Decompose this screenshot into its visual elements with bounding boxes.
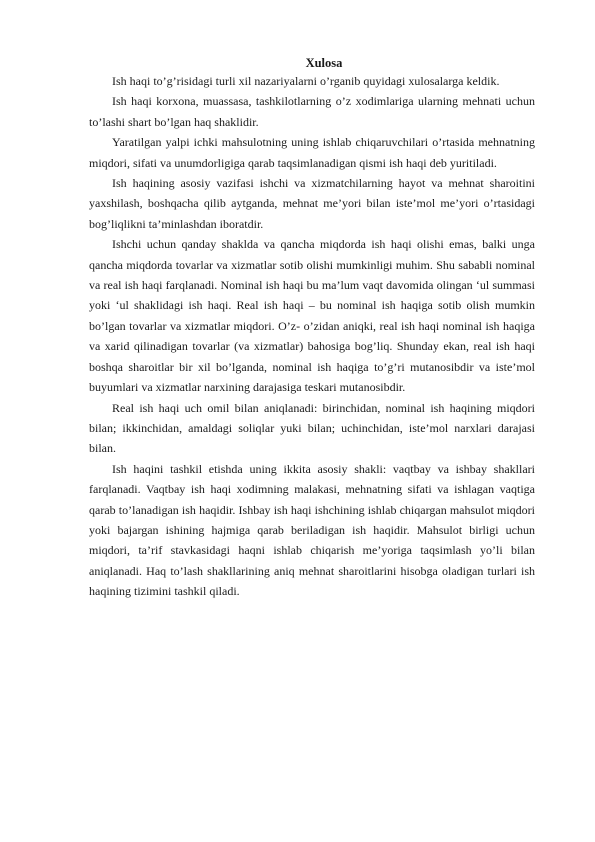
paragraph-definition: Ish haqi korxona, muassasa, tashkilotlarning o’z xodimlariga ularning mehnati uchun to’lashi shart bo’lgan haq shaklidir. <box>89 94 535 129</box>
paragraph-nominal-real: Ishchi uchun qanday shaklda va qancha miqdorda ish haqi olishi emas, balki unga qancha miqdorda tovarlar va xizmatlar sotib olishi mumkinligi muhim. Shu sababli nominal va real ish haqi farqlanadi. Nominal ish haqi bu ma’lum vaqt davomida olingan ‘ul summasi yoki ‘ul shaklidagi ish haqi. Real ish haqi – bu nominal ish haqiga sotib olish mumkin bo’lgan tovarlar va xizmatlar miqdori. O’z- o’zidan aniqki, real ish haqi nominal ish haqiga va xarid qilinadigan tovarlar (va xizmatlar) bahosiga bog’liq. Shunday ekan, real ish haqi boshqa sharoitlar bir xil bo’lganda, nominal ish haqiga to’g’ri mutanosibdir va iste’mol buyumlari va xizmatlar narxining darajasiga teskari mutanosibdir. <box>89 237 535 395</box>
paragraph-main-function: Ish haqining asosiy vazifasi ishchi va xizmatchilarning hayot va mehnat sharoitini yaxshilash, boshqacha qilib aytganda, mehnat me’yori bilan iste’mol me’yori o’rtasidagi bog’liqlikni ta’minlashdan iboratdir. <box>89 176 535 231</box>
document-title: Xulosa <box>305 56 343 70</box>
paragraph-intro: Ish haqi to’g’risidagi turli xil nazariyalarni o’rganib quyidagi xulosalarga keldik. <box>112 74 500 88</box>
document-body <box>89 56 535 602</box>
paragraph-real-factors: Real ish haqi uch omil bilan aniqlanadi: birinchidan, nominal ish haqining miqdori bilan; ikkinchidan, amaldagi soliqlar yuki bilan; uchinchidan, iste’mol narxlari darajasi bilan. <box>89 400 535 456</box>
paragraph-gdp-share: Yaratilgan yalpi ichki mahsulotning uning ishlab chiqaruvchilari o’rtasida mehnatning miqdori, sifati va unumdorligiga qarab taqsimlanadigan qismi ish haqi deb yuritiladi. <box>89 135 535 170</box>
paragraph-wage-forms: Ish haqini tashkil etishda uning ikkita asosiy shakli: vaqtbay va ishbay shakllari farqlanadi. Vaqtbay ish haqi xodimning malakasi, mehnatning sifati va ishlagan vaqtiga qarab to’lanadigan ish haqidir. Ishbay ish haqi ishchining ishlab chiqargan mahsulot miqdori yoki bajargan ishining hajmiga qarab beriladigan ish haqidir. Mahsulot birligi uchun miqdori, ta’rif stavkasidagi haqni ishlab chiqarish me’yoriga taqsimlash yo’li bilan aniqlanadi. Haq to’lash shakllarining aniq mehnat sharoitlarini hisobga oladigan turlari ish haqining tizimini tashkil qiladi. <box>89 461 535 599</box>
